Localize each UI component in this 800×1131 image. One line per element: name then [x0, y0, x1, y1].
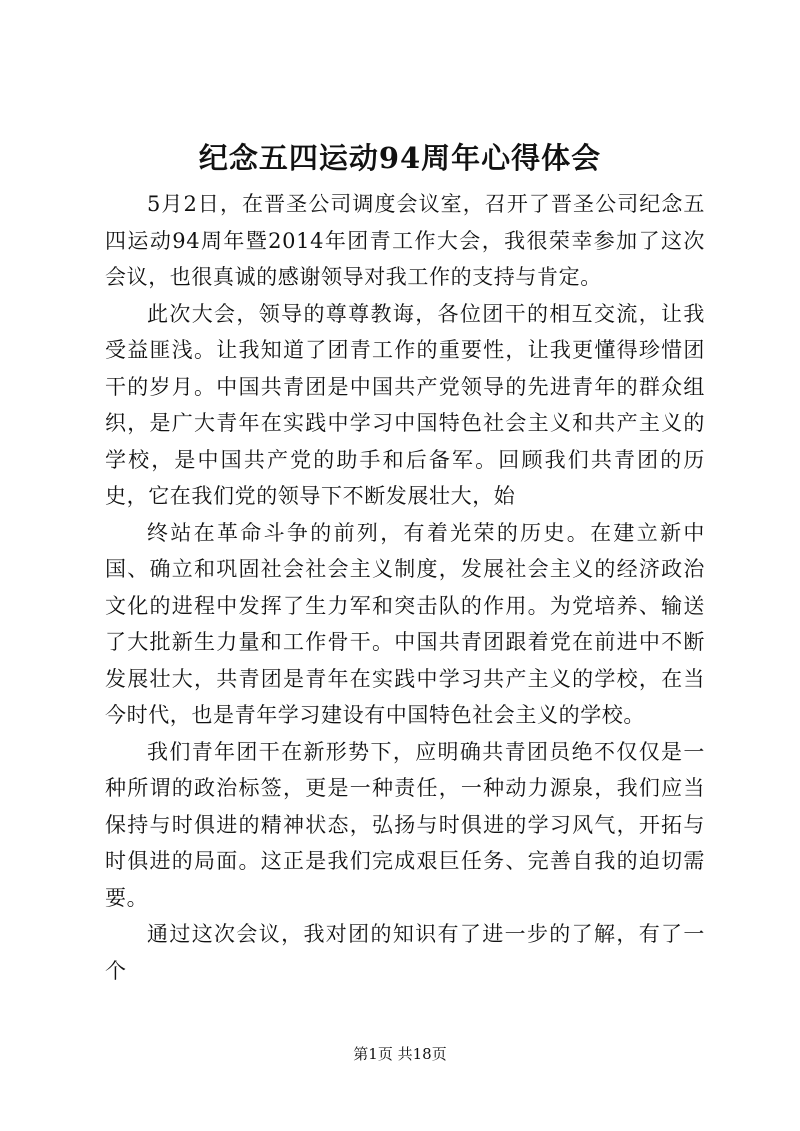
- paragraph-2: 此次大会，领导的尊尊教诲，各位团干的相互交流，让我受益匪浅。让我知道了团青工作的重要性，让我更懂得珍惜团干的岁月。中国共青团是中国共产党领导的先进青年的群众组织，是广大青年在实践中学习中国特色社会主义和共产主义的学校，是中国共产党的助手和后备军。回顾我们共青团的历史，它在我们党的领导下不断发展壮大，始: [105, 301, 705, 508]
- document-body: [105, 186, 705, 989]
- paragraph-5: 通过这次会议，我对团的知识有了进一步的了解，有了一个: [105, 922, 705, 983]
- page-number-footer: 第1页 共18页: [353, 1045, 447, 1063]
- document-title: 纪念五四运动94周年心得体会: [198, 141, 602, 175]
- paragraph-4: 我们青年团干在新形势下，应明确共青团员绝不仅仅是一种所谓的政治标签，更是一种责任，一种动力源泉，我们应当保持与时俱进的精神状态，弘扬与时俱进的学习风气，开拓与时俱进的局面。这正是我们完成艰巨任务、完善自我的迫切需要。: [105, 739, 705, 910]
- paragraph-1: 5月2日，在晋圣公司调度会议室，召开了晋圣公司纪念五四运动94周年暨2014年团青工作大会，我很荣幸参加了这次会议，也很真诚的感谢领导对我工作的支持与肯定。: [105, 192, 705, 289]
- paragraph-3: 终站在革命斗争的前列，有着光荣的历史。在建立新中国、确立和巩固社会社会主义制度，发展社会主义的经济政治文化的进程中发挥了生力军和突击队的作用。为党培养、输送了大批新生力量和工作骨干。中国共青团跟着党在前进中不断发展壮大，共青团是青年在实践中学习共产主义的学校，在当今时代，也是青年学习建设有中国特色社会主义的学校。: [105, 520, 705, 727]
